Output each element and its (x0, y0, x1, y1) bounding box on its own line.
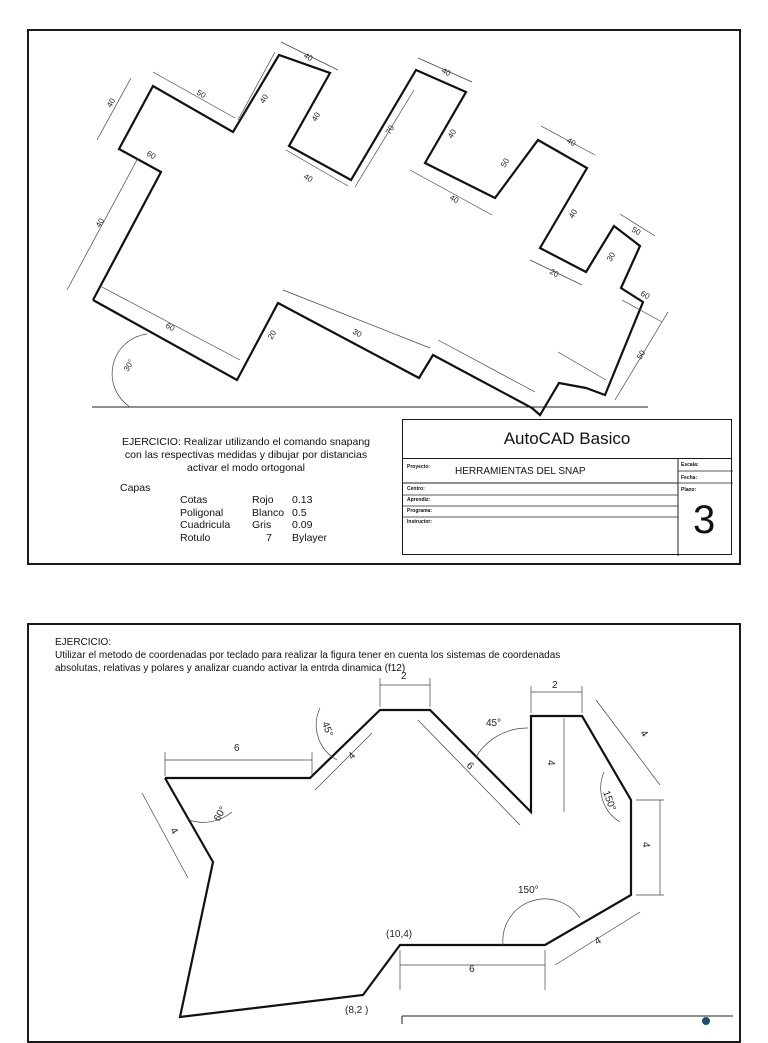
coord-10-4: (10,4) (386, 929, 413, 940)
svg-text:40: 40 (104, 96, 118, 109)
svg-text:60: 60 (145, 148, 158, 162)
svg-text:4: 4 (640, 842, 651, 848)
svg-text:150°: 150° (518, 885, 539, 896)
svg-text:20: 20 (548, 266, 561, 280)
svg-text:20: 20 (265, 328, 279, 341)
svg-text:50: 50 (498, 156, 512, 169)
svg-text:60: 60 (639, 288, 652, 302)
svg-text:40: 40 (566, 207, 580, 220)
svg-text:40: 40 (565, 135, 578, 149)
dimension-lines-2 (142, 678, 664, 990)
svg-text:4: 4 (637, 728, 650, 740)
project-name: HERRAMIENTAS DEL SNAP (455, 466, 586, 477)
svg-text:2: 2 (552, 680, 558, 691)
svg-text:40: 40 (448, 192, 461, 206)
svg-text:6: 6 (463, 760, 476, 773)
svg-text:50: 50 (195, 87, 208, 101)
svg-text:40: 40 (309, 110, 323, 123)
svg-text:6: 6 (234, 743, 240, 754)
svg-text:40: 40 (302, 171, 315, 185)
layer-row: Cuadricula Gris 0.09 (180, 519, 313, 531)
svg-text:45°: 45° (486, 718, 502, 729)
layer-row: Poligonal Blanco 0.5 (180, 506, 307, 519)
dimension-labels-2 (167, 671, 651, 1016)
svg-text:40: 40 (302, 50, 315, 64)
svg-text:4: 4 (167, 826, 180, 837)
svg-text:2: 2 (401, 671, 407, 682)
svg-text:45°: 45° (319, 720, 335, 739)
title-block: AutoCAD Basico Proyecto: HERRAMIENTAS DEL SNAP Escala: Fecha: Plano: Centro: Aprendiz: Programa: Instructor: 3 (402, 419, 732, 555)
svg-text:6: 6 (469, 964, 475, 975)
plano-number: 3 (693, 498, 716, 542)
exercise2-description: EJERCICIO: Utilizar el metodo de coordenadas por teclado para realizar la figura tener en cuenta los sistemas de coordenadas absolutas, relativas y polares y analizar cuando activar la entrda dinamica (f12) (55, 637, 561, 674)
svg-text:30: 30 (351, 326, 364, 340)
layer-row: Rotulo 7 Bylayer (180, 531, 328, 544)
svg-text:40: 40 (445, 127, 459, 140)
angle-label-30: 30° (121, 358, 136, 373)
angle-arc-150-bottom (503, 899, 580, 945)
svg-text:4: 4 (593, 935, 604, 948)
svg-text:40: 40 (93, 216, 107, 229)
svg-text:4: 4 (346, 750, 359, 763)
svg-text:40: 40 (257, 92, 271, 105)
angle-arc-45-right (476, 728, 528, 757)
layers-heading: Capas (120, 482, 151, 494)
coord-8-2: (8,2 ) (345, 1005, 369, 1016)
svg-text:60°: 60° (212, 804, 230, 824)
svg-text:60: 60 (164, 320, 177, 334)
svg-text:30: 30 (604, 250, 618, 263)
title-block-title: AutoCAD Basico (403, 420, 731, 459)
exercise1-description: EJERCICIO: Realizar utilizando el comando snapang con las respectivas medidas y dibujar por distancias activar el modo ortogonal (121, 436, 371, 474)
svg-text:50: 50 (634, 348, 648, 361)
svg-text:70: 70 (383, 123, 397, 136)
svg-text:4: 4 (545, 760, 556, 766)
svg-text:50: 50 (630, 224, 643, 238)
layer-row: Cotas Rojo 0.13 (180, 494, 313, 506)
svg-text:40: 40 (440, 65, 453, 79)
coordinates-polygon (165, 710, 631, 1017)
svg-text:150°: 150° (600, 789, 618, 813)
